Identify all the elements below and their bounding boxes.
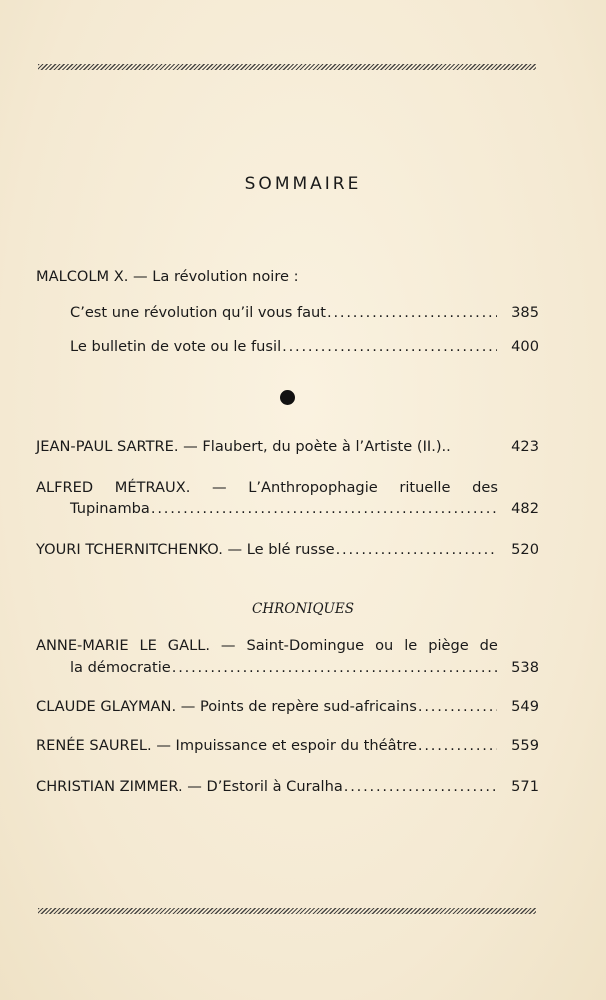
leader-dots: [281, 338, 497, 355]
toc-entry-page: 549: [511, 698, 539, 715]
toc-entry-text: Tupinamba: [70, 500, 150, 517]
word: piège: [428, 637, 469, 654]
malcolm-heading: MALCOLM X. — La révolution noire :: [36, 268, 299, 285]
word: Saint-Domingue: [246, 637, 365, 654]
word: rituelle: [399, 479, 451, 496]
toc-entry-legall-line1: [36, 637, 498, 654]
toc-entry: [70, 304, 539, 321]
toc-entry-page: 423: [511, 438, 539, 455]
toc-entry-text: C’est une révolution qu’il vous faut: [70, 304, 327, 321]
toc-entry-page: 400: [511, 338, 539, 355]
toc-entry-page: 482: [511, 500, 539, 517]
toc-entry-metraux-line2: [70, 500, 539, 517]
toc-entry-text: YOURI TCHERNITCHENKO. — Le blé russe: [36, 541, 335, 558]
word: de: [479, 637, 498, 654]
word: des: [472, 479, 498, 496]
toc-entry-legall-line2: [70, 659, 539, 676]
toc-entry-text: CHRISTIAN ZIMMER. — D’Estoril à Curalha: [36, 778, 343, 795]
leader-dots: [335, 541, 498, 558]
toc-entry-text: RENÉE SAUREL. — Impuissance et espoir du théâtre: [36, 737, 417, 754]
leader-dots: [417, 737, 497, 754]
word: ALFRED: [36, 479, 94, 496]
toc-entry-text: Le bulletin de vote ou le fusil: [70, 338, 282, 355]
word: ou: [375, 637, 394, 654]
bullet-separator-icon: [280, 390, 295, 405]
leader-dots: [417, 698, 497, 715]
toc-entry-text: JEAN-PAUL SARTRE. — Flaubert, du poète à l’Artiste (II.)..: [36, 438, 451, 455]
word: LE: [139, 637, 157, 654]
leader-dots: [171, 659, 497, 676]
toc-entry: [70, 338, 539, 355]
bottom-decorative-rule: [38, 908, 536, 914]
word: MÉTRAUX.: [114, 479, 191, 496]
word: le: [404, 637, 418, 654]
word: GALL.: [167, 637, 210, 654]
leader-dots: [326, 304, 497, 321]
toc-entry-metraux-line1: [36, 479, 498, 496]
word: —: [220, 637, 236, 654]
toc-entry-page: 571: [511, 778, 539, 795]
toc-entry-page: 538: [511, 659, 539, 676]
toc-entry-glayman: [36, 698, 539, 715]
word: ANNE-MARIE: [36, 637, 129, 654]
toc-entry-sartre: [36, 438, 539, 455]
toc-entry-text: CLAUDE GLAYMAN. — Points de repère sud-africains: [36, 698, 417, 715]
toc-entry-page: 559: [511, 737, 539, 754]
toc-entry-zimmer: [36, 778, 539, 795]
toc-entry-page: 385: [511, 304, 539, 321]
word: L’Anthropophagie: [248, 479, 378, 496]
leader-dots: [150, 500, 497, 517]
top-decorative-rule: [38, 64, 536, 70]
leader-dots: [343, 778, 497, 795]
toc-entry-page: 520: [511, 541, 539, 558]
word: —: [211, 479, 227, 496]
toc-entry-tchernitchenko: [36, 541, 539, 558]
page-title: SOMMAIRE: [244, 174, 362, 194]
toc-entry-saurel: [36, 737, 539, 754]
toc-entry-text: la démocratie: [70, 659, 171, 676]
section-title-chroniques: CHRONIQUES: [251, 601, 355, 617]
